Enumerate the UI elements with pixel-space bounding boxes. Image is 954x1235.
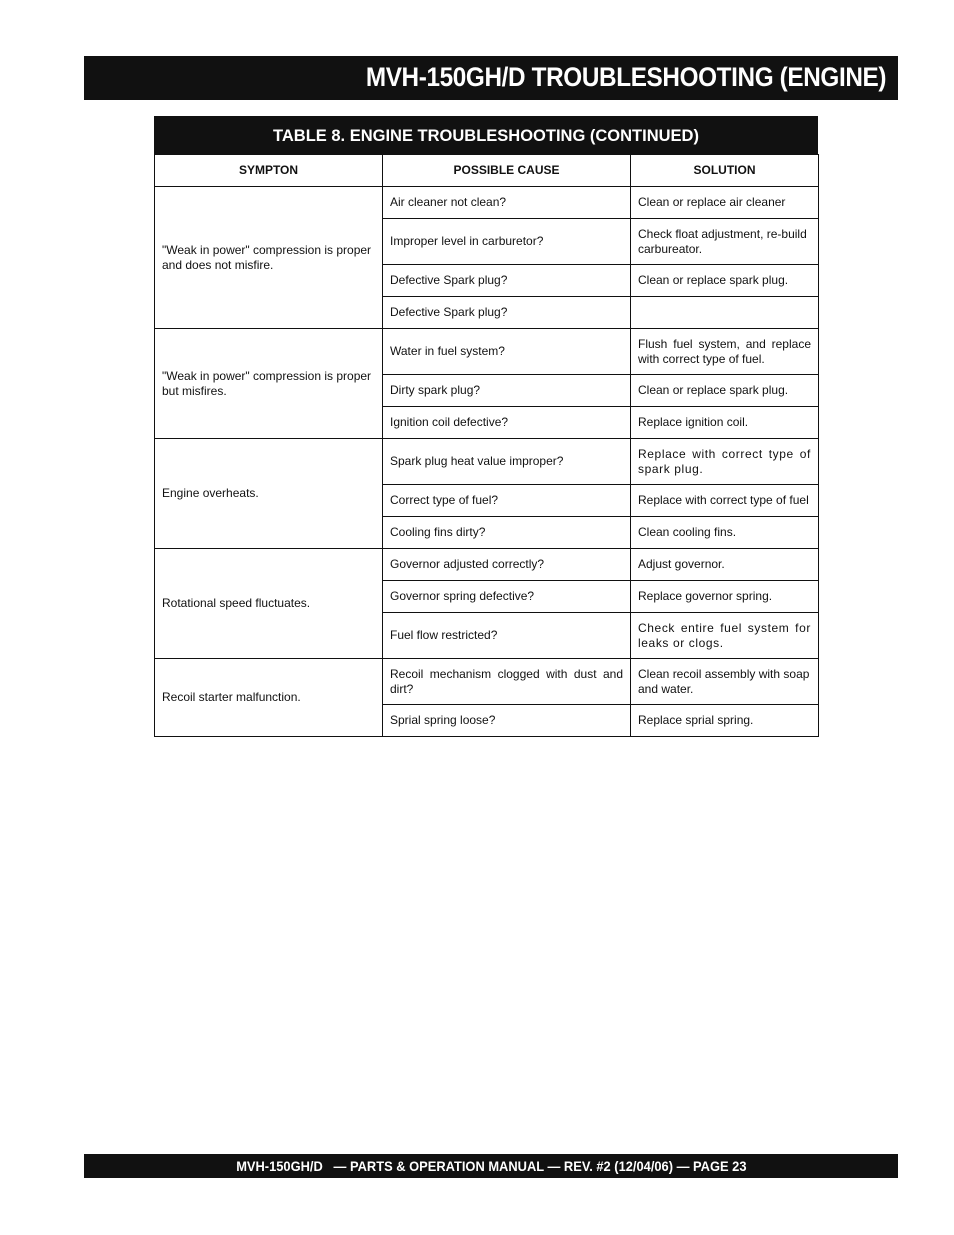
troubleshooting-grid: [154, 154, 819, 737]
cause-cell: Defective Spark plug?: [383, 297, 631, 329]
solution-cell: Clean or replace spark plug.: [631, 375, 819, 407]
cause-cell: Water in fuel system?: [383, 329, 631, 375]
cause-cell: Sprial spring loose?: [383, 705, 631, 737]
page-title: MVH-150GH/D TROUBLESHOOTING (ENGINE): [365, 62, 886, 92]
cause-cell: Defective Spark plug?: [383, 265, 631, 297]
solution-cell: Replace ignition coil.: [631, 407, 819, 439]
solution-cell: Clean or replace air cleaner: [631, 187, 819, 219]
solution-cell: [631, 297, 819, 329]
page-header: [84, 56, 898, 100]
table-row: [155, 439, 819, 485]
symptom-cell: Rotational speed fluctuates.: [155, 549, 383, 659]
solution-cell: Adjust governor.: [631, 549, 819, 581]
solution-cell: Check float adjustment, re-build carbureator.: [631, 219, 819, 265]
cause-cell: Fuel flow restricted?: [383, 613, 631, 659]
cause-cell: Governor spring defective?: [383, 581, 631, 613]
table-row: [155, 187, 819, 219]
column-header-symptom: SYMPTON: [155, 155, 383, 187]
solution-cell: Flush fuel system, and replace with correct type of fuel.: [631, 329, 819, 375]
solution-cell: Replace with correct type of spark plug.: [631, 439, 819, 485]
cause-cell: Governor adjusted correctly?: [383, 549, 631, 581]
cause-cell: Cooling fins dirty?: [383, 517, 631, 549]
cause-cell: Air cleaner not clean?: [383, 187, 631, 219]
symptom-cell: Recoil starter malfunction.: [155, 659, 383, 737]
footer-text: MVH-150GH/D — PARTS & OPERATION MANUAL — REV. #2 (12/04/06) — PAGE 23: [235, 1158, 747, 1174]
cause-cell: Improper level in carburetor?: [383, 219, 631, 265]
cause-cell: Correct type of fuel?: [383, 485, 631, 517]
cause-cell: Dirty spark plug?: [383, 375, 631, 407]
solution-cell: Clean cooling fins.: [631, 517, 819, 549]
cause-cell: Ignition coil defective?: [383, 407, 631, 439]
table-row: [155, 549, 819, 581]
solution-cell: Clean or replace spark plug.: [631, 265, 819, 297]
solution-cell: Clean recoil assembly with soap and water.: [631, 659, 819, 705]
solution-cell: Replace sprial spring.: [631, 705, 819, 737]
solution-cell: Replace with correct type of fuel: [631, 485, 819, 517]
symptom-cell: Engine overheats.: [155, 439, 383, 549]
troubleshooting-table: [154, 116, 818, 737]
table-row: [155, 659, 819, 705]
table-title: TABLE 8. ENGINE TROUBLESHOOTING (CONTINUED): [154, 116, 818, 154]
column-header-cause: POSSIBLE CAUSE: [383, 155, 631, 187]
solution-cell: Replace governor spring.: [631, 581, 819, 613]
table-row: [155, 329, 819, 375]
cause-cell: Spark plug heat value improper?: [383, 439, 631, 485]
solution-cell: Check entire fuel system for leaks or clogs.: [631, 613, 819, 659]
cause-cell: Recoil mechanism clogged with dust and dirt?: [383, 659, 631, 705]
column-header-solution: SOLUTION: [631, 155, 819, 187]
page-footer: [84, 1154, 898, 1178]
column-header-row: [155, 155, 819, 187]
symptom-cell: "Weak in power" compression is proper but misfires.: [155, 329, 383, 439]
symptom-cell: "Weak in power" compression is proper and does not misfire.: [155, 187, 383, 329]
